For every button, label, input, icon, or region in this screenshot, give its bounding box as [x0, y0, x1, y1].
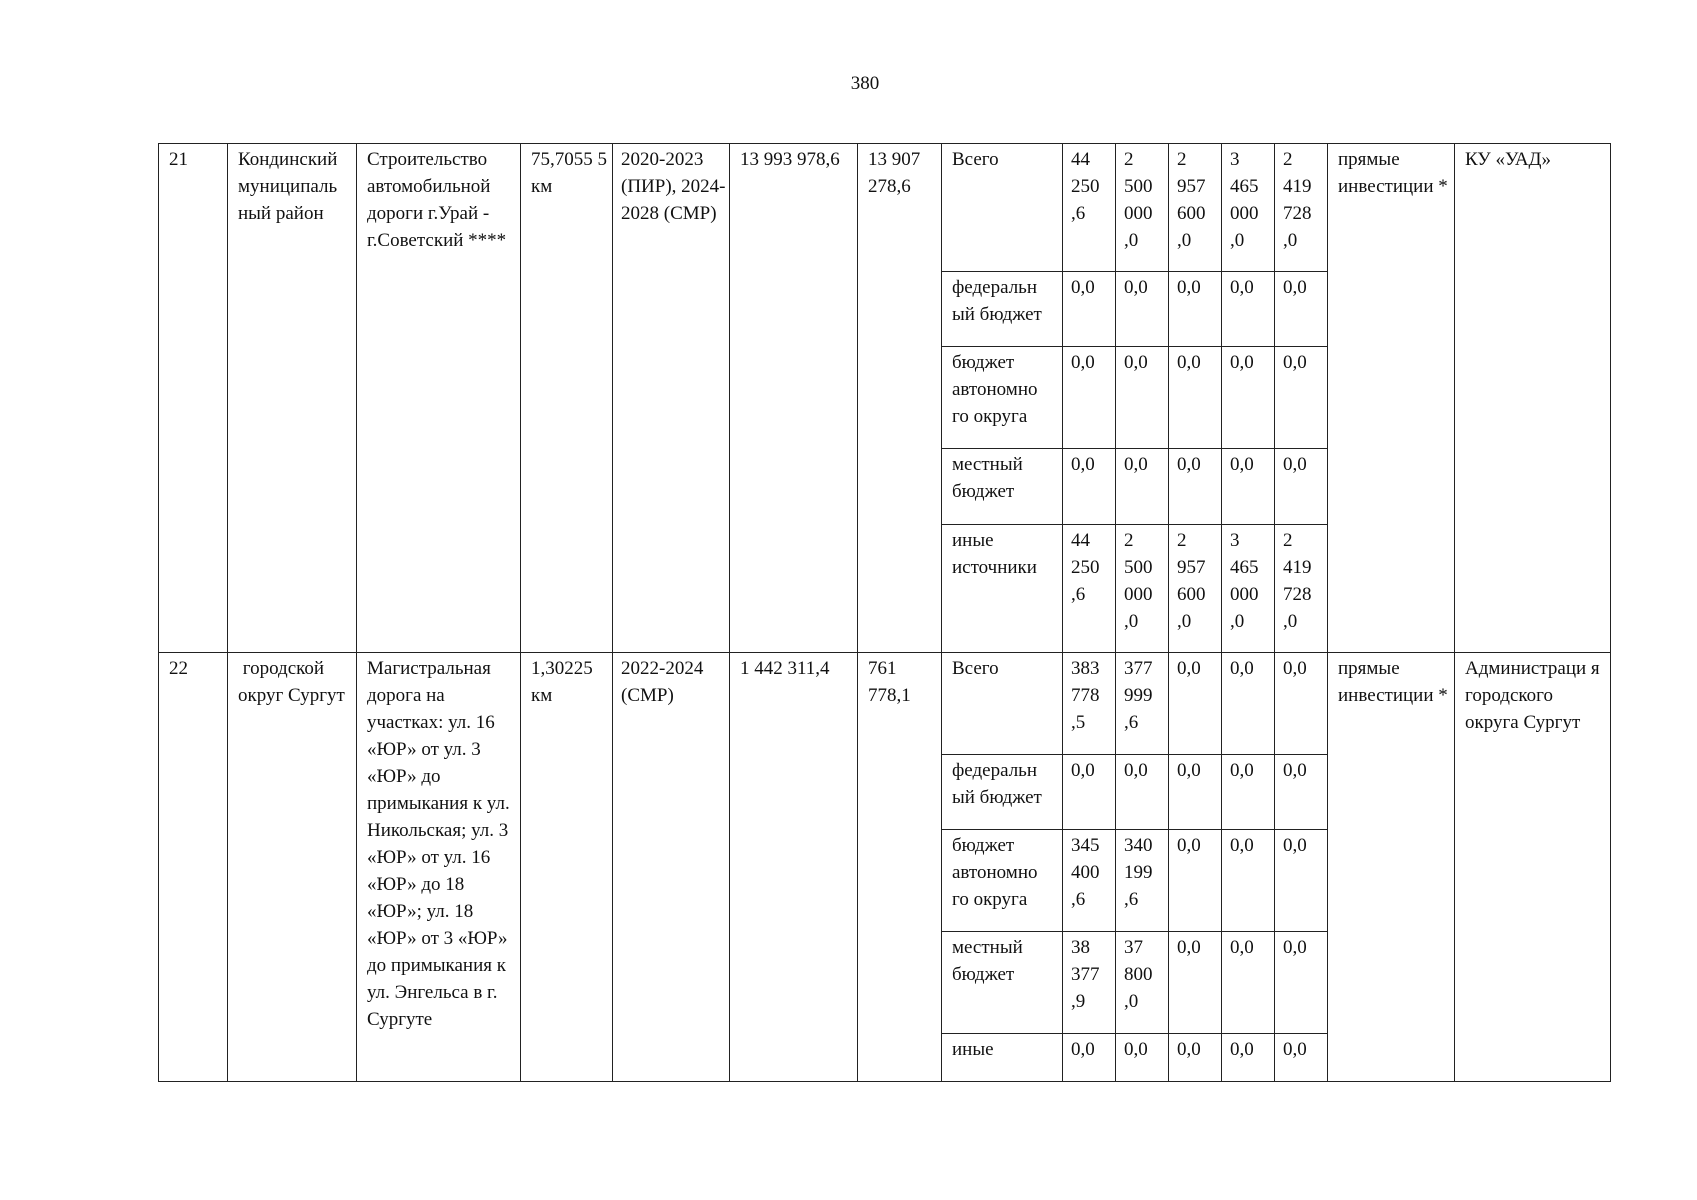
funding-value-cell: 0,0 [1169, 932, 1222, 1034]
funding-value-cell: 3 465 000 ,0 [1222, 144, 1275, 272]
funding-value-cell: 0,0 [1169, 347, 1222, 449]
funding-value-cell: 377 999 ,6 [1116, 653, 1169, 755]
funding-value-cell: 0,0 [1116, 755, 1169, 830]
capacity-cell: 1,30225 км [521, 653, 613, 1082]
mechanism-cell: прямые инвестиции * [1328, 653, 1455, 1082]
funding-value-cell: 0,0 [1116, 449, 1169, 525]
municipality-cell: городской округ Сургут [228, 653, 357, 1082]
funding-value-cell: 44 250 ,6 [1063, 144, 1116, 272]
funding-value-cell: 0,0 [1169, 653, 1222, 755]
funding-value-cell: 2 500 000 ,0 [1116, 144, 1169, 272]
table-row [159, 144, 1611, 272]
responsible-cell: КУ «УАД» [1455, 144, 1611, 653]
investment-table [158, 143, 1611, 1082]
funding-value-cell: 0,0 [1169, 449, 1222, 525]
funding-value-cell: 0,0 [1275, 272, 1328, 347]
funding-value-cell: 0,0 [1116, 272, 1169, 347]
estimated-cost-cell: 13 993 978,6 [730, 144, 858, 653]
object-cell: Магистральная дорога на участках: ул. 16 «ЮР» от ул. 3 «ЮР» до примыкания к ул. Никольская; ул. 3 «ЮР» от ул. 16 «ЮР» до 18 «ЮР»; ул. 18 «ЮР» от 3 «ЮР» до примыкания к ул. Энгельса в г. Сургуте [357, 653, 521, 1082]
funding-value-cell: 0,0 [1169, 755, 1222, 830]
funding-value-cell: 0,0 [1169, 830, 1222, 932]
funding-value-cell: 0,0 [1063, 449, 1116, 525]
funding-value-cell: 0,0 [1275, 830, 1328, 932]
funding-value-cell: 38 377 ,9 [1063, 932, 1116, 1034]
funding-value-cell: 0,0 [1222, 347, 1275, 449]
funding-value-cell: 44 250 ,6 [1063, 525, 1116, 653]
mechanism-cell: прямые инвестиции * [1328, 144, 1455, 653]
funding-value-cell: 0,0 [1222, 449, 1275, 525]
funding-source-cell: местный бюджет [942, 932, 1063, 1034]
funding-value-cell: 0,0 [1275, 1034, 1328, 1082]
funding-source-cell: бюджет автономно го округа [942, 830, 1063, 932]
funding-source-cell: местный бюджет [942, 449, 1063, 525]
funding-value-cell: 2 957 600 ,0 [1169, 144, 1222, 272]
capacity-cell: 75,7055 5 км [521, 144, 613, 653]
funding-source-cell: бюджет автономно го округа [942, 347, 1063, 449]
funding-value-cell: 0,0 [1222, 932, 1275, 1034]
object-cell: Строительство автомобильной дороги г.Урай - г.Советский **** [357, 144, 521, 653]
page-number: 380 [850, 73, 880, 94]
municipality-cell: Кондинский муниципаль ный район [228, 144, 357, 653]
remaining-cost-cell: 761 778,1 [858, 653, 942, 1082]
funding-value-cell: 2 419 728 ,0 [1275, 144, 1328, 272]
funding-value-cell: 0,0 [1275, 653, 1328, 755]
period-cell: 2022-2024 (СМР) [613, 653, 730, 1082]
responsible-cell: Администраци я городского округа Сургут [1455, 653, 1611, 1082]
funding-value-cell: 0,0 [1222, 653, 1275, 755]
funding-value-cell: 2 500 000 ,0 [1116, 525, 1169, 653]
funding-value-cell: 0,0 [1275, 449, 1328, 525]
funding-value-cell: 37 800 ,0 [1116, 932, 1169, 1034]
table-row [159, 653, 1611, 755]
funding-value-cell: 345 400 ,6 [1063, 830, 1116, 932]
funding-value-cell: 0,0 [1116, 347, 1169, 449]
funding-value-cell: 0,0 [1275, 755, 1328, 830]
funding-value-cell: 0,0 [1169, 1034, 1222, 1082]
funding-source-cell: Всего [942, 144, 1063, 272]
funding-value-cell: 0,0 [1063, 755, 1116, 830]
funding-source-cell: иные источники [942, 525, 1063, 653]
funding-value-cell: 0,0 [1222, 830, 1275, 932]
estimated-cost-cell: 1 442 311,4 [730, 653, 858, 1082]
funding-value-cell: 3 465 000 ,0 [1222, 525, 1275, 653]
funding-value-cell: 0,0 [1222, 755, 1275, 830]
funding-value-cell: 0,0 [1275, 932, 1328, 1034]
funding-value-cell: 2 419 728 ,0 [1275, 525, 1328, 653]
remaining-cost-cell: 13 907 278,6 [858, 144, 942, 653]
row-index: 21 [159, 144, 228, 653]
period-cell: 2020-2023 (ПИР), 2024-2028 (СМР) [613, 144, 730, 653]
funding-value-cell: 383 778 ,5 [1063, 653, 1116, 755]
funding-value-cell: 0,0 [1063, 1034, 1116, 1082]
funding-value-cell: 0,0 [1063, 347, 1116, 449]
funding-value-cell: 0,0 [1063, 272, 1116, 347]
funding-source-cell: иные [942, 1034, 1063, 1082]
funding-value-cell: 0,0 [1222, 272, 1275, 347]
funding-value-cell: 0,0 [1116, 1034, 1169, 1082]
funding-source-cell: Всего [942, 653, 1063, 755]
funding-value-cell: 2 957 600 ,0 [1169, 525, 1222, 653]
funding-value-cell: 0,0 [1222, 1034, 1275, 1082]
funding-value-cell: 0,0 [1275, 347, 1328, 449]
funding-source-cell: федеральн ый бюджет [942, 272, 1063, 347]
row-index: 22 [159, 653, 228, 1082]
funding-value-cell: 340 199 ,6 [1116, 830, 1169, 932]
funding-value-cell: 0,0 [1169, 272, 1222, 347]
funding-source-cell: федеральн ый бюджет [942, 755, 1063, 830]
